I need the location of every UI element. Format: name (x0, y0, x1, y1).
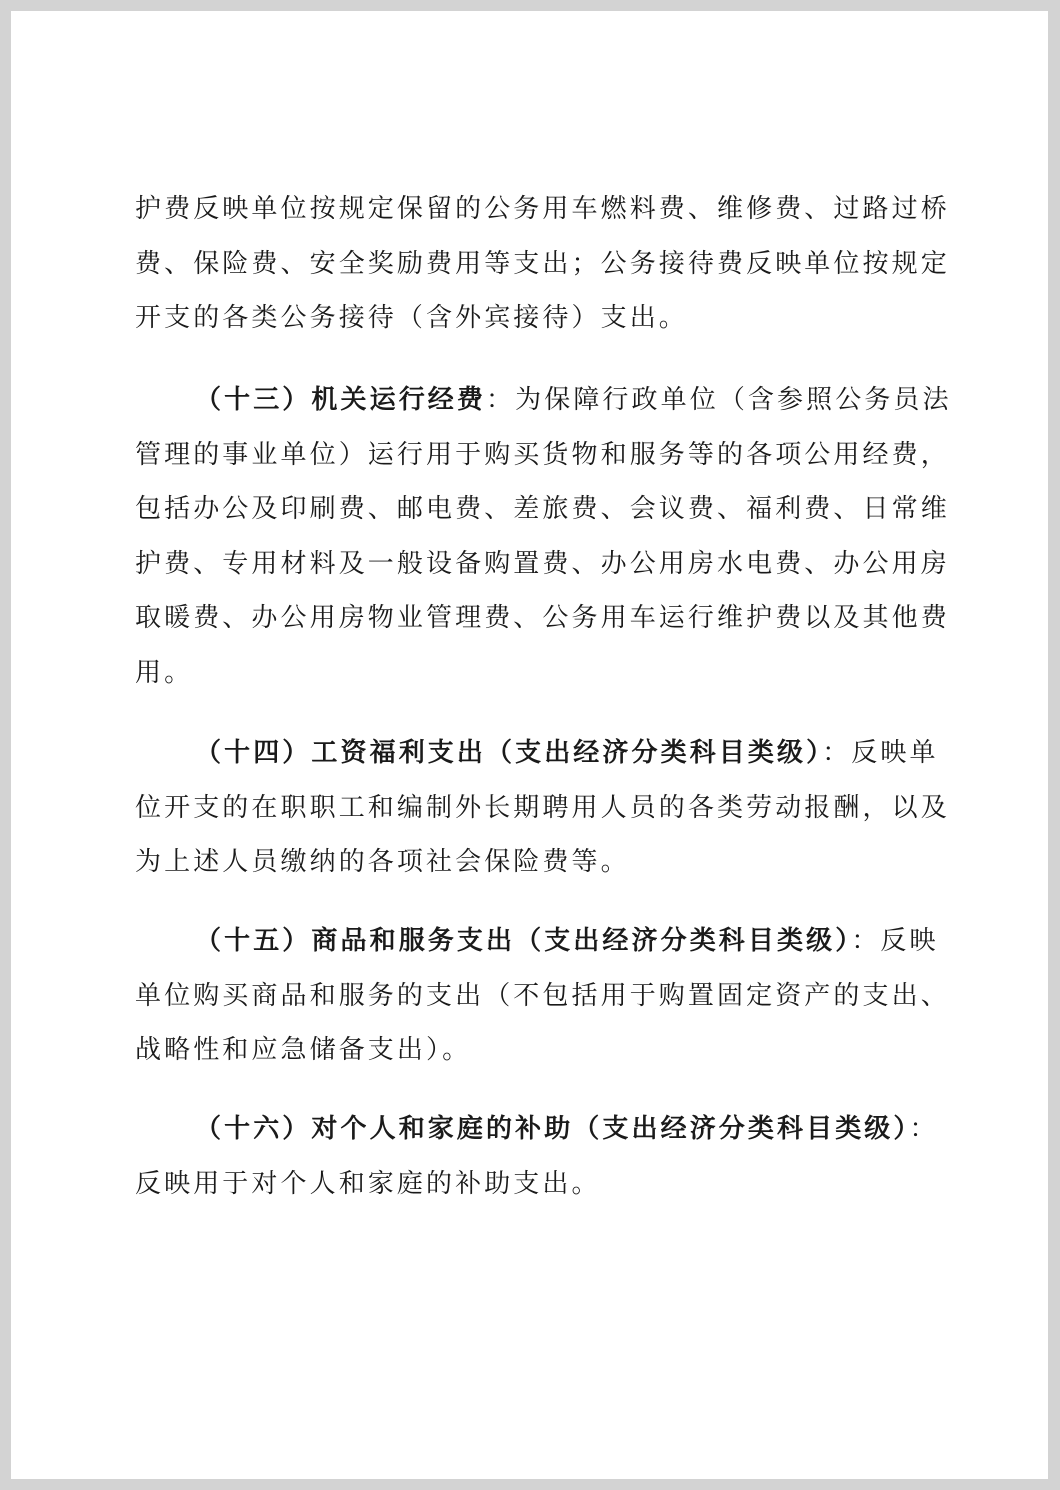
section-heading-16: （十六）对个人和家庭的补助（支出经济分类科目类级） (195, 1114, 910, 1144)
paragraph-first-line (135, 1102, 939, 1157)
text-line: 开支的各类公务接待（含外宾接待）支出。 (135, 303, 688, 333)
paragraph-first-line (135, 373, 952, 428)
text-line: 包括办公及印刷费、邮电费、差旅费、会议费、福利费、日常维 (135, 494, 950, 524)
heading-rest-text: ：反映 (851, 926, 939, 956)
paragraph-13-operating-expenses (135, 373, 952, 700)
paragraph-15-goods-services (135, 914, 950, 1078)
heading-rest-text: ： (909, 1114, 939, 1144)
text-line: 管理的事业单位）运行用于购买货物和服务等的各项公用经费， (135, 439, 950, 470)
text-line: 用。 (135, 657, 194, 688)
paragraph-first-line (135, 726, 939, 781)
paragraph-14-salary-welfare (135, 726, 950, 890)
text-line: 战略性和应急储备支出）。 (135, 1035, 472, 1065)
text-line: 位开支的在职职工和编制外长期聘用人员的各类劳动报酬，以及 (135, 792, 950, 823)
text-line: 取暖费、办公用房物业管理费、公务用车运行维护费以及其他费 (135, 603, 950, 633)
text-line: 单位购买商品和服务的支出（不包括用于购置固定资产的支出、 (135, 980, 950, 1011)
paragraph-first-line (135, 914, 939, 969)
section-heading-13: （十三）机关运行经费 (195, 385, 487, 415)
paragraph-vehicle-reception-costs (135, 182, 950, 346)
text-line: 反映用于对个人和家庭的补助支出。 (135, 1168, 601, 1199)
section-heading-14: （十四）工资福利支出（支出经济分类科目类级） (195, 738, 823, 768)
text-line: 护费反映单位按规定保留的公务用车燃料费、维修费、过路过桥 (135, 194, 950, 224)
heading-rest-text: ：为保障行政单位（含参照公务员法 (486, 385, 952, 415)
text-line: 护费、专用材料及一般设备购置费、办公用房水电费、办公用房 (135, 548, 950, 579)
heading-rest-text: ：反映单 (822, 738, 939, 768)
text-line: 费、保险费、安全奖励费用等支出；公务接待费反映单位按规定 (135, 248, 950, 279)
paragraph-16-individual-household-subsidy (135, 1102, 939, 1211)
text-line: 为上述人员缴纳的各项社会保险费等。 (135, 847, 630, 877)
section-heading-15: （十五）商品和服务支出（支出经济分类科目类级） (195, 926, 852, 956)
